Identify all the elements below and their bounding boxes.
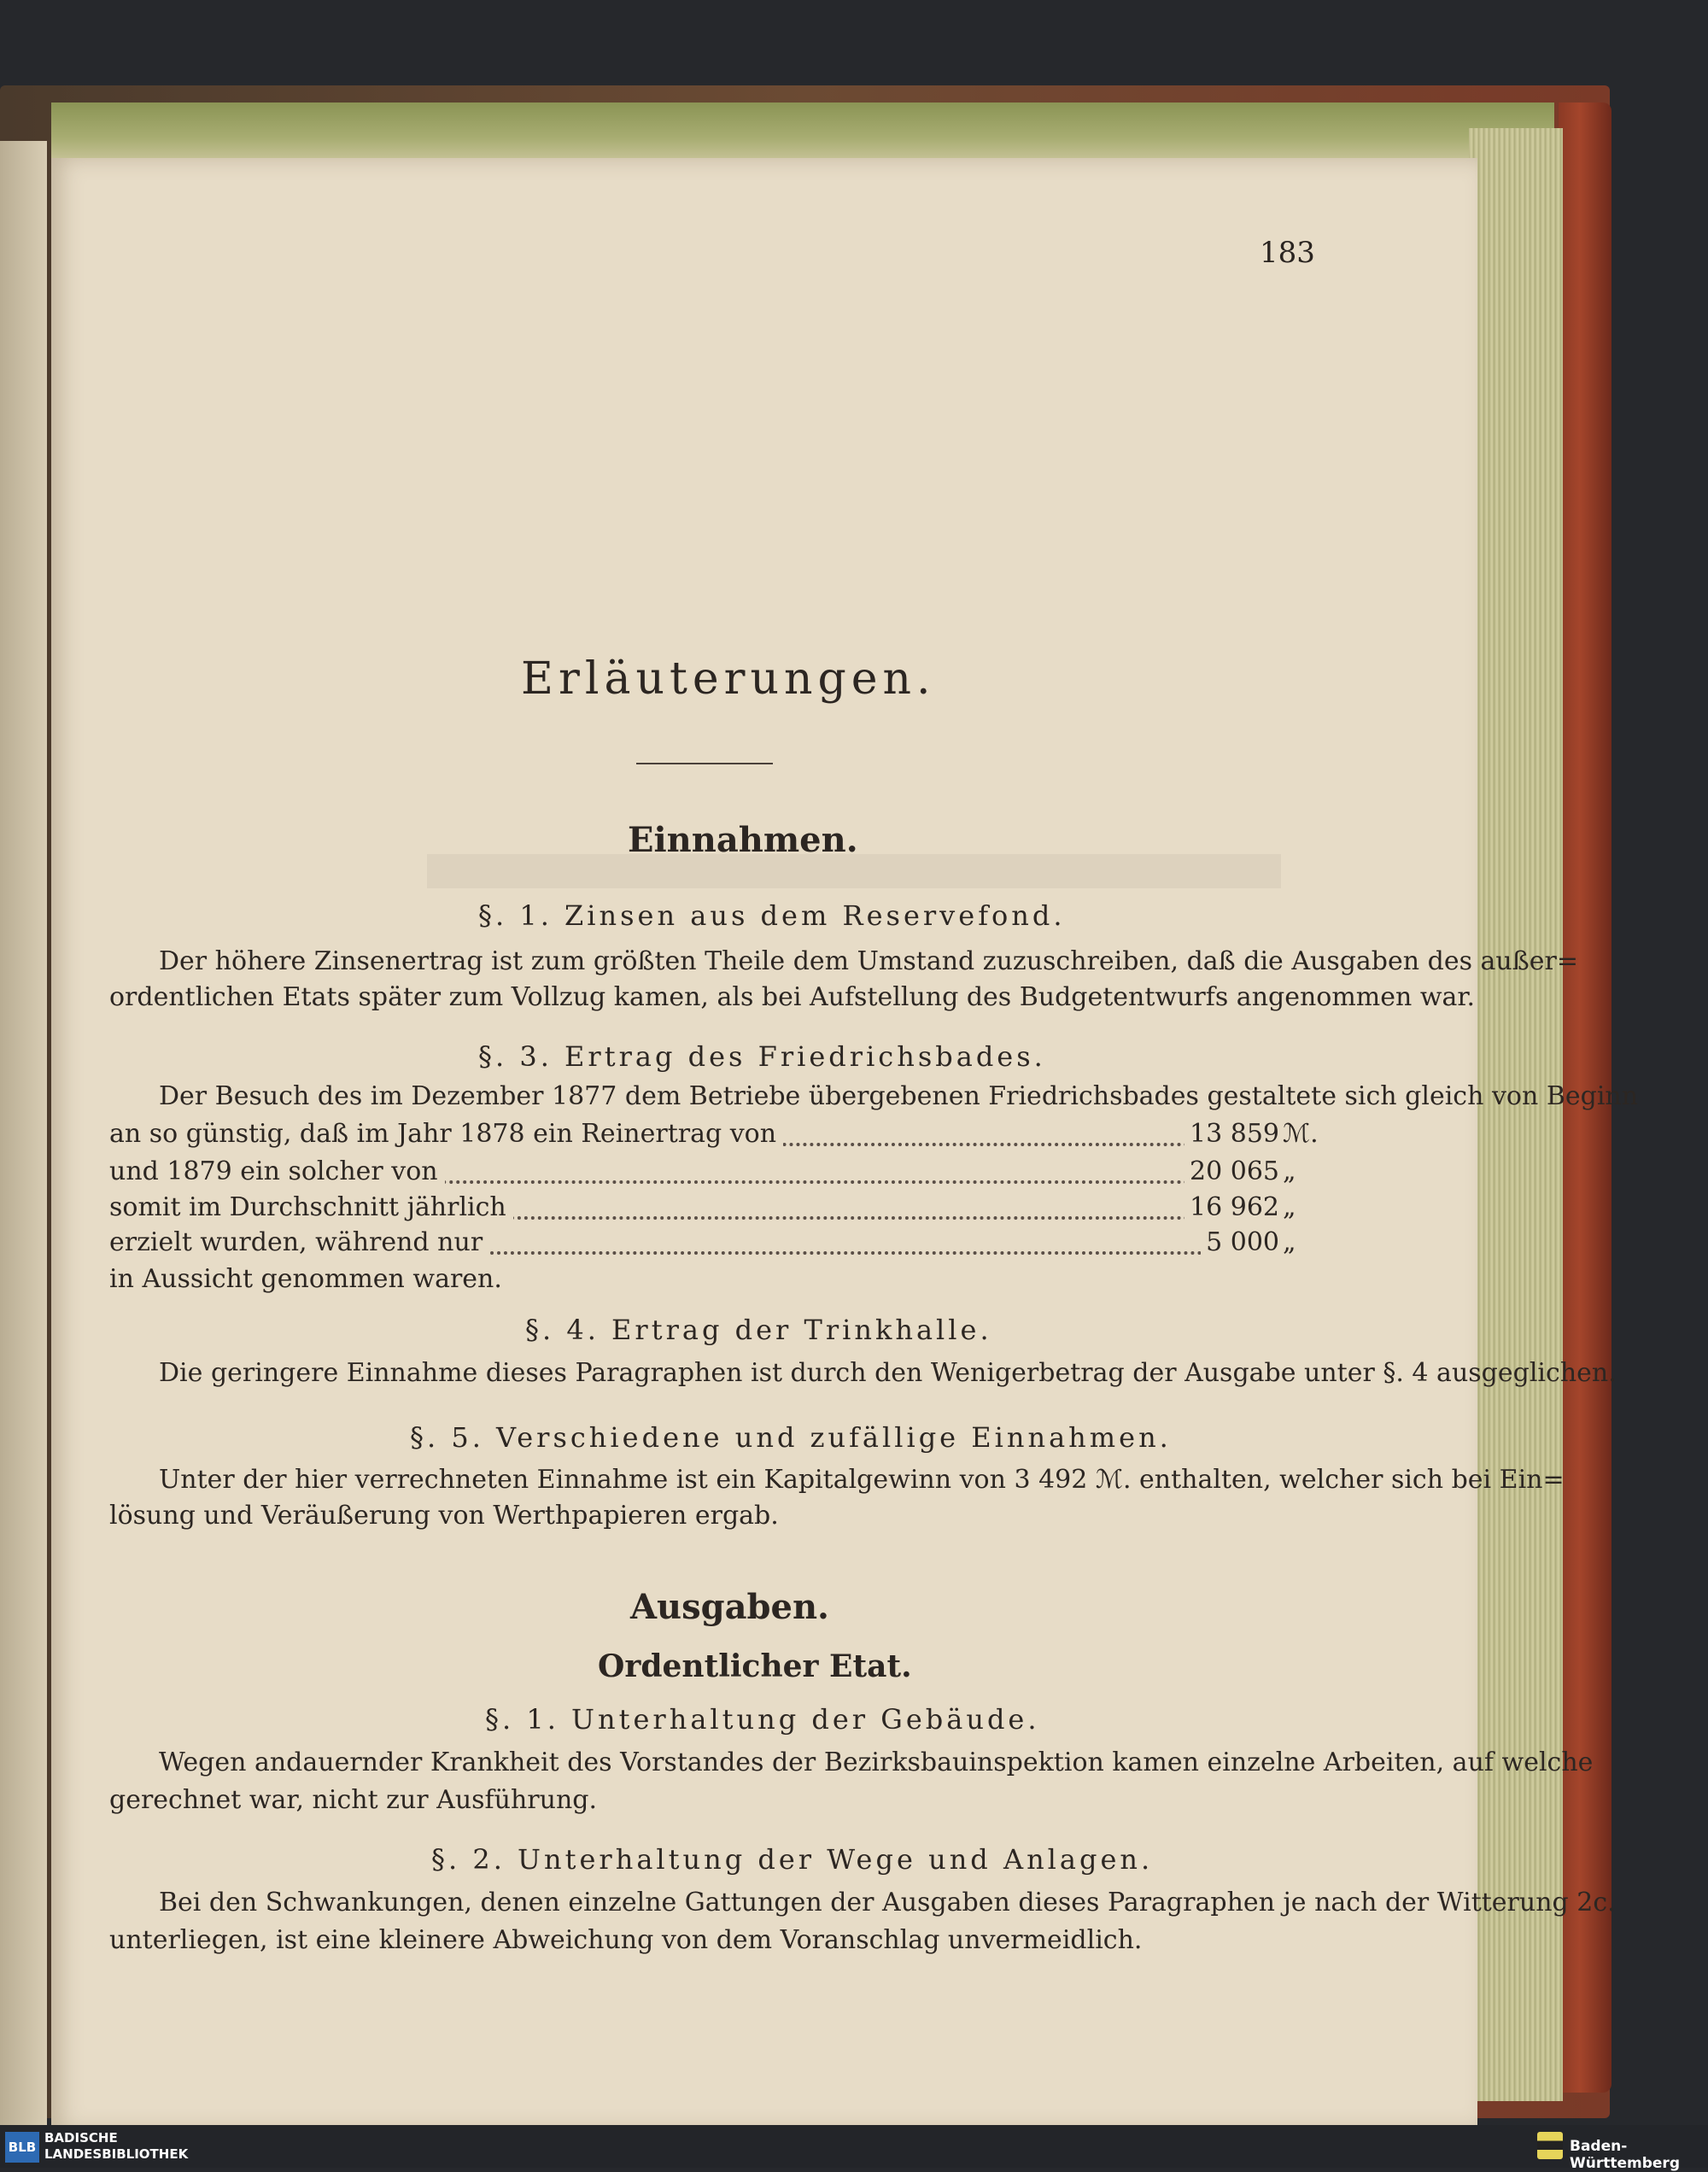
row-value: 16 962: [1184, 1192, 1279, 1222]
paragraph-heading: §. 5. Verschiedene und zufällige Einnahmen.: [410, 1421, 1172, 1454]
table-row: [109, 1119, 1319, 1155]
left-page-edge: [0, 141, 47, 2131]
paragraph-heading: §. 1. Unterhaltung der Gebäude.: [485, 1703, 1040, 1736]
paragraph-line: Der Besuch des im Dezember 1877 dem Betriebe übergebenen Friedrichsbades gestaltete sich gleich von Beginn: [159, 1081, 1639, 1111]
paragraph-line: in Aussicht genommen waren.: [109, 1264, 502, 1294]
paragraph-line: Der höhere Zinsenertrag ist zum größten Theile dem Umstand zuzuschreiben, daß die Ausgaben des außer=: [159, 946, 1578, 976]
library-name-line: BADISCHE: [44, 2130, 118, 2146]
viewer-footer: [0, 2125, 1708, 2168]
row-label: somit im Durchschnitt jährlich: [109, 1192, 513, 1222]
paragraph-heading: §. 2. Unterhaltung der Wege und Anlagen.: [431, 1843, 1154, 1876]
table-row: [109, 1192, 1313, 1228]
library-name: [44, 2130, 188, 2163]
section-heading-ausgaben: Ausgaben.: [630, 1587, 829, 1627]
library-name-line: LANDESBIBLIOTHEK: [44, 2146, 189, 2162]
row-label: an so günstig, daß im Jahr 1878 ein Reinertrag von: [109, 1119, 783, 1149]
row-value: 20 065: [1184, 1156, 1279, 1186]
row-unit: „: [1283, 1227, 1296, 1257]
coat-of-arms-icon: [1537, 2132, 1563, 2159]
row-label: und 1879 ein solcher von: [109, 1156, 445, 1186]
page-number: 183: [1260, 236, 1315, 270]
paragraph-line: Wegen andauernder Krankheit des Vorstandes der Bezirksbauinspektion kamen einzelne Arbeiten, auf welche: [159, 1748, 1594, 1777]
subsection-heading-ordentlicher-etat: Ordentlicher Etat.: [598, 1648, 912, 1684]
row-unit: ℳ.: [1283, 1119, 1319, 1149]
state-name[interactable]: Baden-Württemberg: [1570, 2138, 1680, 2172]
row-value: 5 000: [1201, 1227, 1279, 1257]
blb-logo[interactable]: BLB: [5, 2132, 39, 2163]
paragraph-heading: §. 4. Ertrag der Trinkhalle.: [525, 1314, 992, 1346]
row-value: 13 859: [1184, 1119, 1279, 1149]
paragraph-heading: §. 1. Zinsen aus dem Reservefond.: [478, 899, 1066, 932]
paragraph-line: ordentlichen Etats später zum Vollzug kamen, als bei Aufstellung des Budgetentwurfs angenommen war.: [109, 982, 1476, 1012]
table-row: [109, 1227, 1313, 1263]
section-heading-einnahmen: Einnahmen.: [628, 820, 858, 860]
page-title: Erläuterungen.: [521, 653, 936, 705]
page-edge-top: [51, 102, 1554, 162]
paragraph-line: Bei den Schwankungen, denen einzelne Gattungen der Ausgaben dieses Paragraphen je nach der Witterung 2c.: [159, 1888, 1616, 1917]
title-divider: [636, 763, 773, 764]
page-edges: [1469, 128, 1563, 2101]
table-row: [109, 1156, 1313, 1192]
paragraph-heading: §. 3. Ertrag des Friedrichsbades.: [478, 1040, 1046, 1073]
paragraph-line: lösung und Veräußerung von Werthpapieren ergab.: [109, 1501, 779, 1531]
row-unit: „: [1283, 1156, 1296, 1186]
paragraph-line: Die geringere Einnahme dieses Paragraphen ist durch den Wenigerbetrag der Ausgabe unter §. 4 ausgeglichen.: [159, 1358, 1617, 1388]
row-unit: „: [1283, 1192, 1296, 1222]
row-label: erzielt wurden, während nur: [109, 1227, 489, 1257]
paragraph-line: Unter der hier verrechneten Einnahme ist ein Kapitalgewinn von 3 492 ℳ. enthalten, welcher sich bei Ein=: [159, 1465, 1565, 1495]
paragraph-line: unterliegen, ist eine kleinere Abweichung von dem Voranschlag unvermeidlich.: [109, 1925, 1143, 1955]
paragraph-line: gerechnet war, nicht zur Ausführung.: [109, 1785, 598, 1815]
